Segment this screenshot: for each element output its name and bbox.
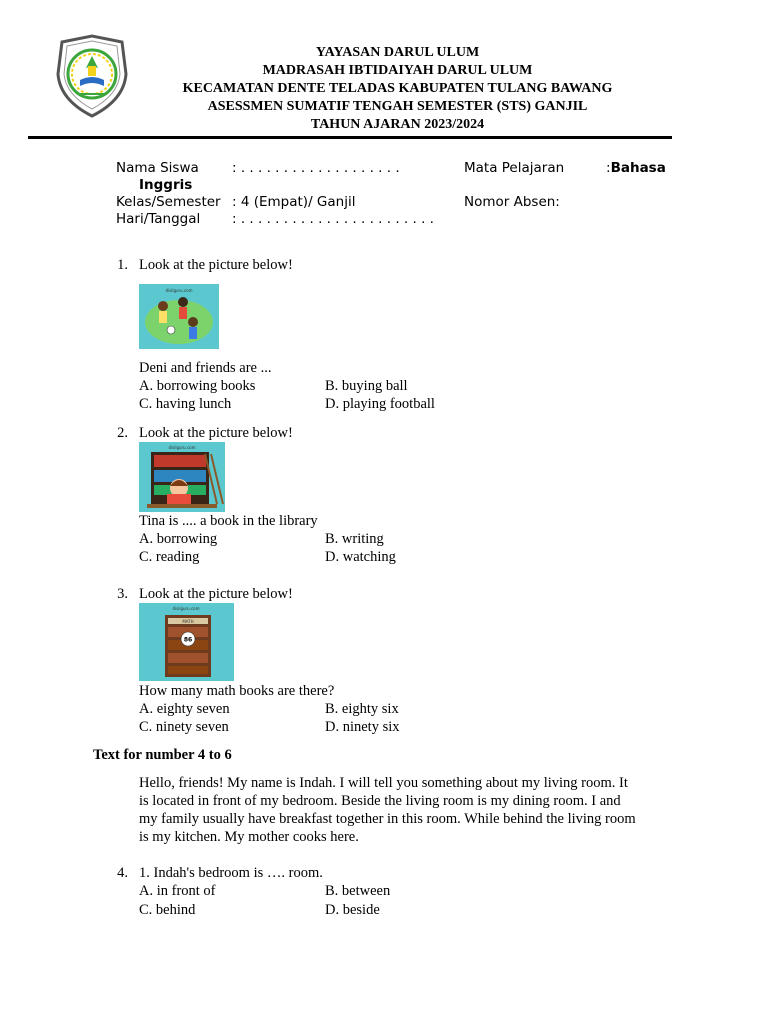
question-3-picture-caption: disilguru.com	[172, 606, 200, 611]
nama-label: Nama Siswa	[116, 160, 199, 176]
header-line-5: TAHUN AJARAN 2023/2024	[310, 117, 485, 132]
question-3-option-d[interactable]: D. ninety six	[325, 719, 400, 735]
header-line-3: KECAMATAN DENTE TELADAS KABUPATEN TULANG BAWANG	[182, 81, 613, 96]
mapel-label: Mata Pelajaran	[464, 160, 565, 176]
question-3-stem: How many math books are there?	[139, 683, 335, 699]
question-1-prompt: Look at the picture below!	[139, 257, 293, 273]
question-3-option-b[interactable]: B. eighty six	[325, 701, 399, 717]
question-2-prompt: Look at the picture below!	[139, 425, 293, 441]
hari-label: Hari/Tanggal	[116, 211, 201, 227]
question-1-stem: Deni and friends are ...	[139, 360, 272, 376]
reading-line-3: my family usually have breakfast together in this room. While behind the living room	[139, 811, 636, 827]
kelas-label: Kelas/Semester	[116, 194, 221, 210]
header-divider	[28, 136, 672, 139]
question-3-picture	[139, 603, 234, 681]
question-3-number: 3.	[117, 586, 128, 602]
question-3-option-c[interactable]: C. ninety seven	[139, 719, 229, 735]
question-1-picture	[139, 284, 219, 349]
reading-line-2: is located in front of my bedroom. Beside the living room is my dining room. I and	[139, 793, 621, 809]
nama-field[interactable]: : . . . . . . . . . . . . . . . . . . .	[232, 160, 400, 176]
mapel-value-continued: Inggris	[139, 177, 193, 193]
reading-heading: Text for number 4 to 6	[93, 747, 232, 763]
question-4-option-a[interactable]: A. in front of	[139, 883, 216, 899]
school-logo	[54, 34, 130, 118]
question-1-option-d[interactable]: D. playing football	[325, 396, 435, 412]
question-3-prompt: Look at the picture below!	[139, 586, 293, 602]
question-3-picture-count: 86	[183, 636, 193, 644]
question-3-option-a[interactable]: A. eighty seven	[139, 701, 230, 717]
header-line-4: ASESSMEN SUMATIF TENGAH SEMESTER (STS) GANJIL	[207, 99, 588, 114]
question-1-option-c[interactable]: C. having lunch	[139, 396, 232, 412]
question-4-number: 4.	[117, 865, 128, 881]
question-2-number: 2.	[117, 425, 128, 441]
question-4-stem: 1. Indah's bedroom is …. room.	[139, 865, 323, 881]
question-1-option-a[interactable]: A. borrowing books	[139, 378, 256, 394]
reading-line-4: is my kitchen. My mother cooks here.	[139, 829, 359, 845]
question-2-option-c[interactable]: C. reading	[139, 549, 200, 565]
question-2-stem: Tina is .... a book in the library	[139, 513, 318, 529]
question-3-picture-label: MATH	[182, 619, 194, 624]
header-line-2: MADRASAH IBTIDAIYAH DARUL ULUM	[262, 63, 533, 78]
hari-field[interactable]: : . . . . . . . . . . . . . . . . . . . . . . .	[232, 211, 434, 227]
question-2-option-d[interactable]: D. watching	[325, 549, 396, 565]
absen-label[interactable]: Nomor Absen:	[464, 194, 560, 210]
kelas-value: : 4 (Empat)/ Ganjil	[232, 194, 356, 210]
question-2-option-b[interactable]: B. writing	[325, 531, 384, 547]
question-1-picture-caption: disilguru.com	[165, 288, 193, 293]
question-4-option-d[interactable]: D. beside	[325, 902, 380, 918]
question-1-option-b[interactable]: B. buying ball	[325, 378, 408, 394]
question-2-picture	[139, 442, 225, 512]
header-line-1: YAYASAN DARUL ULUM	[315, 45, 480, 60]
question-4-option-c[interactable]: C. behind	[139, 902, 196, 918]
reading-line-1: Hello, friends! My name is Indah. I will tell you something about my living room. It	[139, 775, 628, 791]
mapel-value: :Bahasa	[606, 160, 666, 176]
question-2-picture-caption: disilguru.com	[168, 445, 196, 450]
question-4-option-b[interactable]: B. between	[325, 883, 391, 899]
question-2-option-a[interactable]: A. borrowing	[139, 531, 218, 547]
question-1-number: 1.	[117, 257, 128, 273]
